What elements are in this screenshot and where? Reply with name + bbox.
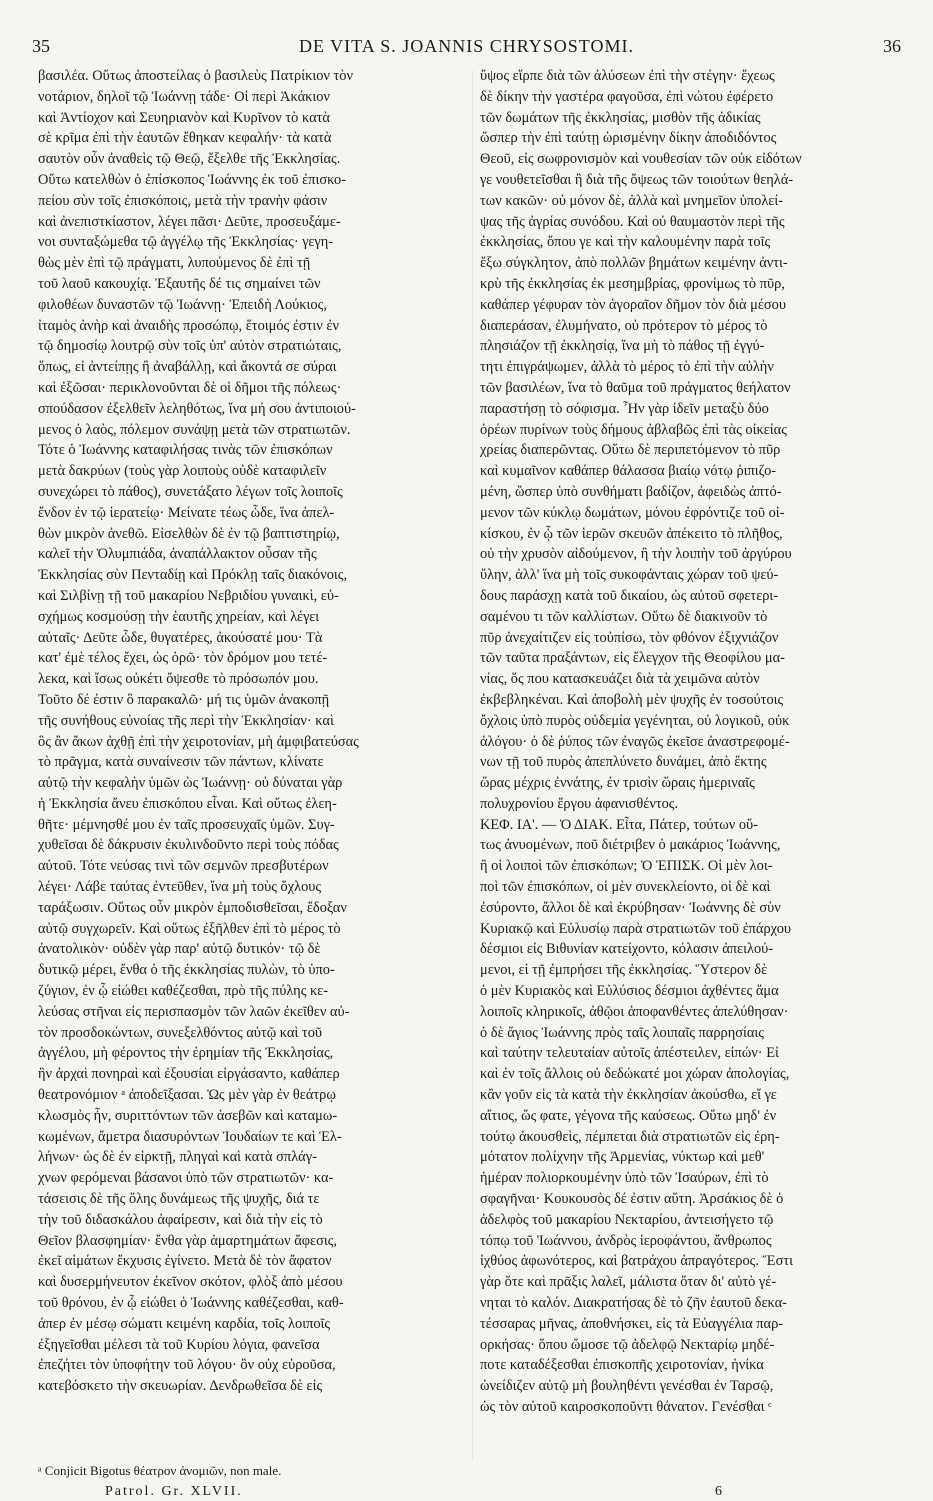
text-line: ΚΕΦ. ΙΑ'. — Ὁ ΔΙΑΚ. Εἶτα, Πάτερ, τούτων οὕ- [480,816,758,833]
text-line: τὸν προσδοκώντων, συνεξελθόντος αὐτῷ καὶ τοῦ [38,1024,323,1041]
text-line: πολυχρονίου ἔργου ἀφανισθέντος. [480,795,679,812]
text-line: σχήμως κοσμούσῃ τὴν ἑαυτῆς χηρείαν, καὶ λέγει [38,608,320,625]
text-line: ἐπεζήτει τὸν ὑποφήτην τοῦ λόγου· ὃν οὐχ εὑροῦσα, [38,1357,336,1374]
text-line: ὃς ἂν ἄκων ἀχθῇ ἐπὶ τὴν χειροτονίαν, μὴ ἀμφιβατεύσας [38,733,359,750]
text-line: Θεοῦ, εἰς σωφρονισμὸν καὶ νουθεσίαν τῶν οὐκ εἰδότων [480,151,802,168]
text-line: ἔξω σύγκλητον, ἀπὸ πολλῶν βημάτων κειμένην ἀντι- [480,255,788,272]
text-line: νοτάριον, δηλοῖ τῷ Ἰωάννῃ τάδε· Οἱ περὶ Ἀκάκιον [38,88,330,105]
text-line: ορκήσας· ὅπου ὤμοσε τῷ ἀδελφῷ Νεκταρίῳ μηδέ- [480,1336,775,1353]
text-line: κρὺ τῆς ἐκκλησίας ἐκ μεσημβρίας, φρονίμως τὸ πῦρ, [480,275,785,292]
text-line: θὼς μὲν ἐπὶ τῷ πράγματι, λυπούμενος δὲ ἐπὶ τῇ [38,255,311,272]
text-line: Θεῖον βλασφημίαν· ἔνθα γὰρ ἁμαρτημάτων ἄφεσις, [38,1232,338,1249]
text-line: τως ἀνυομένων, ποῦ διέτριβεν ὁ μακάριος Ἰωάννης, [480,837,781,854]
text-line: νων τῇ τοῦ πυρὸς ἀπεπλύνετο δυνάμει, ἀπὸ ἕκτης [480,754,767,771]
text-line: χρείας διαπερῶντας. Οὕτω δὲ περιπετόμενον τὸ πῦρ [480,442,781,459]
running-title: DE VITA S. JOANNIS CHRYSOSTOMI. [299,35,634,56]
text-line: τῶν βασιλέων, ἵνα τὸ θαῦμα τοῦ πράγματος θεήλατον [480,379,791,396]
text-line: Τοῦτο δέ ἐστιν ὃ παρακαλῶ· μή τις ὑμῶν ἀνακοπῇ [38,691,330,708]
text-line: καὶ κυμαῖνον καθάπερ θάλασσα βιαίῳ νότῳ ῥιπιζο- [480,463,777,480]
text-line: ἐκκλησίας, ὅπου γε καὶ τὴν καλουμένην παρὰ τοῖς [480,234,771,251]
text-line: ἀνατολικὸν· οὐδὲν γὰρ παρ' αὐτῷ δυτικόν· τῷ δὲ [38,941,321,958]
left-column [38,66,463,1397]
text-line: νοι συνταξώμεθα τῷ ἀγγέλῳ τῆς Ἐκκλησίας· γεγη- [38,234,334,251]
text-line: ἐσύροντο, ἄλλοι δὲ καὶ ἐκρύβησαν· Ἰωάννης δὲ σὺν [480,899,781,916]
text-line: των κακῶν· οὐ μόνον δὲ, ἀλλὰ καὶ μνημεῖον ὑπολεί- [480,192,784,209]
text-line: δους παράσχῃ κατὰ τοῦ δικαίου, ὡς αὐτοῦ σφετερι- [480,587,779,604]
text-line: μετὰ δακρύων (τοὺς γὰρ λοιποὺς οὐδὲ καταφιλεῖν [38,463,327,480]
page-header [32,32,901,60]
text-line: σφαγῆναι· Κουκουσὸς δέ ἐστιν αὕτη. Ἀρσάκιος δὲ ὁ [480,1191,784,1208]
text-line: τητι ἐπιγράψωμεν, ἀλλὰ τὸ μέρος τὸ ἐπὶ τὴν αὐλὴν [480,359,774,376]
text-line: μενον τῶν κύκλῳ δωμάτων, μόνου ἐφρόντιζε τοῦ οἰ- [480,504,785,521]
text-line: κατεβόσκετο τὴν σκευωρίαν. Δενδρωθεῖσα δὲ εἰς [38,1378,323,1395]
text-line: καὶ ταύτην τελευταίαν αὐτοῖς ἀπέστειλεν, εἰπών· Εἰ [480,1045,779,1062]
text-line: ὡς τὸν αὐτοῦ καιροσκοποῦντι θάνατον. Γενέσθαι ᶜ [480,1399,772,1415]
text-line: πῦρ ἀνεχαίτιζεν εἰς τοὐπίσω, τὸν φθόνον ἐξιχνιάζον [480,629,779,646]
text-line: καὶ Σιλβίνῃ τῇ τοῦ μακαρίου Νεβριδίου γυναικὶ, εὐ- [38,587,339,604]
text-line: πλησιάζον τῇ ἐκκλησίᾳ, ἵνα μὴ τὸ πάθος τῇ ἐγγύ- [480,338,765,355]
text-line: θῆτε· μέμνησθέ μου ἐν ταῖς προσευχαῖς ὑμῶν. Συγ- [38,816,335,833]
text-line: ὕλην, ἀλλ' ἵνα μὴ τοῖς συκοφάνταις χώραν τοῦ ψεύ- [480,567,779,584]
text-line: ὁ δὲ ἅγιος Ἰωάννης πρὸς ταῖς λοιπαῖς παρρησίαις [480,1024,764,1041]
text-line: θὼν μικρὸν ἀνεθῶ. Εἰσελθὼν δὲ ἐν τῷ βαπτιστηρίῳ, [38,525,340,542]
text-line: χνων φερόμεναι βάσανοι ὑπὸ τῶν στρατιωτῶν· κα- [38,1170,334,1187]
text-line: πείου σὺν τοῖς ἐπισκόποις, μετὰ τὴν τρανὴν φάσιν [38,192,328,209]
text-line: κατ' ἐμὲ τέλος ἔχει, ὡς ὁρῶ· τὸν δρόμον μου τετέ- [38,650,328,667]
text-line: γὰρ ὅτε καὶ πρᾶξις λαλεῖ, μάλιστα ὅταν δι' αὐτὸ γέ- [480,1274,777,1291]
text-line: ἔνδον ἐν τῷ ἱερατείῳ· Μείνατε τέως ὧδε, ἵνα ἀπελ- [38,504,335,521]
text-line: δυτικῷ μέρει, ἔνθα ὁ τῆς ἐκκλησίας πυλὼν, τὸ ὑπο- [38,962,335,979]
text-line: μενος ὁ λαὸς, πόλεμον συνάψῃ μετὰ τῶν στρατιωτῶν. [38,421,351,438]
text-line: Ἐκκλησίας σὺν Πενταδίῃ καὶ Πρόκλῃ ταῖς διακόνοις, [38,567,348,584]
text-line: καὶ Ἀντίοχον καὶ Σευηριανὸν καὶ Κυρῖνον τὸ κατὰ [38,109,330,126]
text-line: τοῦ λαοῦ κακουχίᾳ. Ἐξαυτῆς δέ τις σημαίνει τῶν [38,275,321,292]
text-line: μενοι, εἰ τῇ ἐμπρήσει τῆς ἐκκλησίας. Ὕστερον δὲ [480,962,768,979]
text-line: ἐκεῖ αἱμάτων ἔκχυσις ἐγίνετο. Μετὰ δὲ τὸν ἄφατον [38,1253,332,1270]
text-line: ἰταμὸς ἀνὴρ καὶ ἀναιδὴς προσώπῳ, ἕτοιμός ἐστιν ἐν [38,317,339,334]
text-line: ὥρας μέχρις ἐννάτης, ἐν τρισὶν ὥραις ἡμεριναῖς [480,775,755,792]
text-line: τῶν δωμάτων τῆς ἐκκλησίας, μισθὸν τῆς ἀδικίας [480,109,761,126]
text-line: σὲ κρῖμα ἐπὶ τὴν ἑαυτῶν ἔθηκαν κεφαλήν· τὰ κατὰ [38,130,332,147]
text-line: τῶν ταῦτα πραξάντων, εἰς ἔλεγχον τῆς Θεοφίλου μα- [480,650,785,667]
text-line: ποτε καταδέξεσθαι ἐπισκοπῆς χειροτονίαν, ἡνίκα [480,1357,764,1374]
text-line: καὶ ἐν τοῖς ἄλλοις οὐ δεδώκατέ μοι χώραν ἀπολογίας, [480,1066,790,1083]
text-line: παραστήσῃ τὸ σόφισμα. Ἦν γὰρ ἰδεῖν μεταξὺ δύο [480,400,769,417]
text-line: ὄχλοις ὑπὸ πυρὸς οὐδεμία γεγένηται, οὐ λογικοῦ, οὐκ [480,712,790,729]
text-line: καθάπερ γέφυραν τὸν ἀγοραῖον δῆμον τὸν διὰ μέσου [480,296,786,313]
text-line: ἢ οἱ λοιποὶ τῶν ἐπισκόπων; Ὁ ἘΠΙΣΚ. Οἱ μὲν λοι- [480,858,773,875]
page-number-right: 36 [882,35,901,56]
text-line: ἐξηγεῖσθαι μέλεσι τὰ τοῦ Κυρίου λόγια, φανεῖσα [38,1336,320,1353]
text-line: Τότε ὁ Ἰωάννης καταφιλήσας τινὰς τῶν ἐπισκόπων [38,442,333,459]
text-line: αἴτιος, ὥς φατε, γέγονα τῆς καύσεως. Οὕτω μηδ' ἐν [480,1107,777,1124]
text-line: καὶ ἐξῶσαι· περικλονοῦνται δὲ οἱ δῆμοι τῆς πόλεως· [38,379,342,396]
text-line: τῷ δημοσίῳ λουτρῷ σὺν τοῖς ὑπ' αὐτὸν στρατιώταις, [38,338,342,355]
text-line: μένη, ὥσπερ ὑπὸ συνθήματι βαδίζον, ἀφειδὼς ἀπτό- [480,483,782,500]
text-line: τόπῳ τοῦ Ἰωάννου, ἀνδρὸς ἱεροφάντου, ἄνθρωπος [480,1232,772,1249]
text-line: τάσεισις δὲ τῆς ὅλης δυνάμεως τῆς ψυχῆς, διά τε [38,1191,320,1208]
text-line: γε νουθετεῖσθαι ἢ διὰ τῆς ὄψεως τῶν τοιούτων θεηλά- [480,171,794,188]
column-divider [472,70,473,1460]
series-signature: Patrol. Gr. XLVII. [105,1484,243,1499]
text-line: κἂν γοῦν εἰς τὰ κατὰ τὴν ἐκκλησίαν ἀκούσθω, εἴ γε [480,1087,777,1104]
text-line: σπούδασον ἐξελθεῖν λεληθότως, ἵνα μή σου ἀντιποιού- [38,400,356,417]
text-line: ψας τῆς ἀγρίας συνόδου. Καὶ οὐ θαυμαστὸν περὶ τῆς [480,213,785,230]
text-line: δὲ δίκην τὴν γαστέρα φαγοῦσα, ἐπὶ νώτου ἐφέρετο [480,88,774,105]
text-line: ὁ μὲν Κυριακὸς καὶ Εὐλύσιος δέσμιοι ἀχθέντες ἅμα [480,983,779,1000]
text-line: τῆς συνήθους εὐνοίας τῆς περὶ τὴν Ἐκκλησίαν· καὶ [38,712,334,729]
text-line: βασιλέα. Οὕτως ἀποστείλας ὁ βασιλεὺς Πατρίκιον τὸν [38,68,353,84]
text-line: ἀγγέλου, μὴ φέροντος τὴν ἐρημίαν τῆς Ἐκκλησίας, [38,1045,334,1062]
footnote: ᵃ Conjicit Bigotus θέατρον ἀνομιῶν, non male. [38,1463,282,1478]
text-line: νηται τὸ καλόν. Διακρατήσας δὲ τὸ ζῆν ἑαυτοῦ δεκα- [480,1295,787,1312]
text-line: ὥσπερ τὴν ἐπὶ ταύτῃ ὡρισμένην δίκην ἀποδιδόντος [480,130,777,147]
text-line: τὴν τοῦ διδασκάλου ἀφαίρεσιν, καὶ διὰ τὴν εἰς τὸ [38,1211,323,1228]
text-line: σαμένου τι τῶν καλλίστων. Οὕτω δὲ διακινοῦν τὸ [480,608,768,625]
text-line: ἀδελφὸς τοῦ μακαρίου Νεκταρίου, ἀντεισήγετο τῷ [480,1211,774,1228]
text-line: δέσμιοι εἰς Βιθυνίαν κατείχοντο, κόλασιν ἀπειλού- [480,941,774,958]
text-line: θεατρονόμιον ᵃ ἀποδεῖξασαι. Ὡς μὲν γὰρ ἐν θεάτρῳ [38,1087,336,1104]
text-line: καὶ δυσερμήνευτον ἐκεῖνον σκότον, φλὸξ ἀπὸ μέσου [38,1274,343,1291]
text-line: τὸ πρᾶγμα, κατὰ συναίνεσιν τῶν πάντων, κλίνατε [38,754,324,771]
text-line: Οὕτω κατελθὼν ὁ ἐπίσκοπος Ἰωάννης ἐκ τοῦ ἐπισκο- [38,171,346,188]
text-line: ἣν ἀρχαὶ πονηραὶ καὶ ἐξουσίαι εἰργάσαντο, καθάπερ [38,1066,340,1083]
text-line: λεύσας στῆναι εἰς περισπασμὸν τῶν λαῶν ἐκεῖθεν αὐ- [38,1003,350,1020]
text-line: μότατον πολίχνην τῆς Ἀρμενίας, νύκτωρ καὶ μεθ' [480,1149,765,1166]
text-line: κλωσμὸς ἦν, συριττόντων τῶν ἀσεβῶν καὶ καταμω- [38,1107,338,1124]
text-line: λεκα, καὶ ἴσως οὐκέτι ὄψεσθε τὸ πρόσωπόν μου. [38,671,319,688]
text-line: ταράξωσιν. Οὕτως οὖν μικρὸν ἐμποδισθεῖσαι, ἔδοξαν [38,899,347,916]
text-line: ποὶ τῶν ἐπισκόπων, οἱ μὲν συνεκλείοντο, οἱ δὲ καὶ [480,879,771,896]
text-line: ἀλόγου· ὁ δὲ ῥύπος τῶν ἐναγῶς ἐκεῖσε ἀναστρεφομέ- [480,733,790,750]
text-line: ὠνείδιζεν αὐτῷ μὴ βουληθέντι γενέσθαι ἐν Ταρσῷ, [480,1378,774,1395]
text-line: ὀρέων πυρίνων τοὺς δήμους ἀβλαβῶς ἐπὶ τὰς οἰκείας [480,421,787,438]
text-line: σαυτὸν οὖν ἀναθεὶς τῷ Θεῷ, ἔξελθε τῆς Ἐκκλησίας. [38,151,341,168]
right-column [480,66,895,1418]
text-line: τούτῳ ἀκουσθεὶς, πέμπεται διὰ στρατιωτῶν εἰς ἐρη- [480,1128,780,1145]
text-line: καλεῖ τὴν Ὀλυμπιάδα, ἀναπάλλακτον οὖσαν τῆς [38,546,317,563]
text-line: καὶ ἀνεπιστκίαστον, λέγει πᾶσι· Δεῦτε, προσευξάμε- [38,213,341,230]
text-line: οὐ τὴν χρυσὸν αἰδούμενον, ἢ τὴν λοιπὴν τοῦ ἀργύρου [480,546,792,563]
text-line: λήνων· ὡς δὲ ἐν εἱρκτῇ, πληγαὶ καὶ κατὰ σπλάγ- [38,1149,317,1166]
text-line: νίας, ὅς που κατασκευάζει διὰ τὰ χειμῶνα αὐτὸν [480,671,760,688]
sheet-signature: 6 [715,1484,722,1499]
text-line: αὐτῷ συγχωρεῖν. Καὶ οὕτως ἐξῆλθεν ἐπὶ τὸ μέρος τὸ [38,920,341,937]
text-line: ὕψος εἵρπε διὰ τῶν ἀλύσεων ἐπὶ τὴν στέγην· ἔχεως [480,68,775,84]
text-line: συνεχώρει τὸ πάθος), συνετάξατο λέγων τοῖς λοιποῖς [38,483,343,500]
text-line: άπερ ἐν μέσῳ σώματι κειμένη καρδία, τοῖς λοιποῖς [38,1315,331,1332]
text-line: ζύγιον, ἐν ᾧ εἰώθει καθέζεσθαι, πρὸ τῆς πύλης κε- [38,983,329,1000]
text-line: ἰχθύος ἀφωνότερος, καὶ βατράχου ἀπραγότερος. Ἔστι [480,1253,793,1270]
text-line: ἡμέραν πολιορκουμένην ὑπὸ τῶν Ἰσαύρων, ἐπὶ τὸ [480,1170,769,1187]
text-line: λοιποῖς κληρικοῖς, ἀθῷοι ἀποφανθέντες ἀπελύθησαν· [480,1003,789,1020]
text-line: διαπεράσαν, ἐλυμήνατο, οὐ πρότερον τὸ μέρος τὸ [480,317,768,334]
text-line: λέγει· Λάβε ταύτας ἐντεῦθεν, ἵνα μὴ τοὺς ὄχλους [38,879,322,896]
text-line: τοῦ θρόνου, ἐν ᾧ εἰώθει ὁ Ἰωάννης καθέζεσθαι, καθ- [38,1295,344,1312]
text-line: κωμένων, ἄμετρα διασυρόντων Ἰουδαίων τε καὶ Ἑλ- [38,1128,342,1145]
text-line: φιλοθέων δυναστῶν τῷ Ἰωάννῃ· Ἐπειδὴ Λούκιος, [38,296,327,313]
text-line: ἡ Ἐκκλησία ἄνευ ἐπισκόπου εἶναι. Καὶ οὕτως ἐλεη- [38,795,337,812]
text-line: ἐκβεβληκέναι. Καὶ ἀποβολὴ μὲν ψυχῆς ἐν τοσούτοις [480,691,784,708]
text-line: αὐτοῦ. Τότε νεύσας τινὶ τῶν σεμνῶν πρεσβυτέρων [38,858,329,875]
text-line: τέσσαρας μῆνας, ἀποθνήσκει, εἰς τὰ Εὐαγγέλια παρ- [480,1315,784,1332]
text-line: κίσκου, ἐν ᾧ τῶν ἱερῶν σκευῶν ἀπέκειτο τὸ πλῆθος, [480,525,783,542]
text-line: αὐτῷ τὴν κεφαλὴν ὑμῶν ὡς Ἰωάννῃ· οὐ δύναται γὰρ [38,775,343,792]
text-line: χυθεῖσαι δὲ δάκρυσιν ἐκυλινδοῦντο περὶ τοὺς πόδας [38,837,339,854]
page-number-left: 35 [32,35,50,56]
text-line: αὐταῖς· Δεῦτε ὧδε, θυγατέρες, ἀκούσατέ μου· Τὰ [38,629,323,646]
text-line: Κυριακῷ καὶ Εὐλυσίῳ παρὰ στρατιωτῶν τοῦ ἐπάρχου [480,920,792,937]
text-line: ὅπως, εἰ ἀντείπῃς ἢ ἀναβάλλῃ, καὶ ἄκοντά σε σύραι [38,359,337,376]
